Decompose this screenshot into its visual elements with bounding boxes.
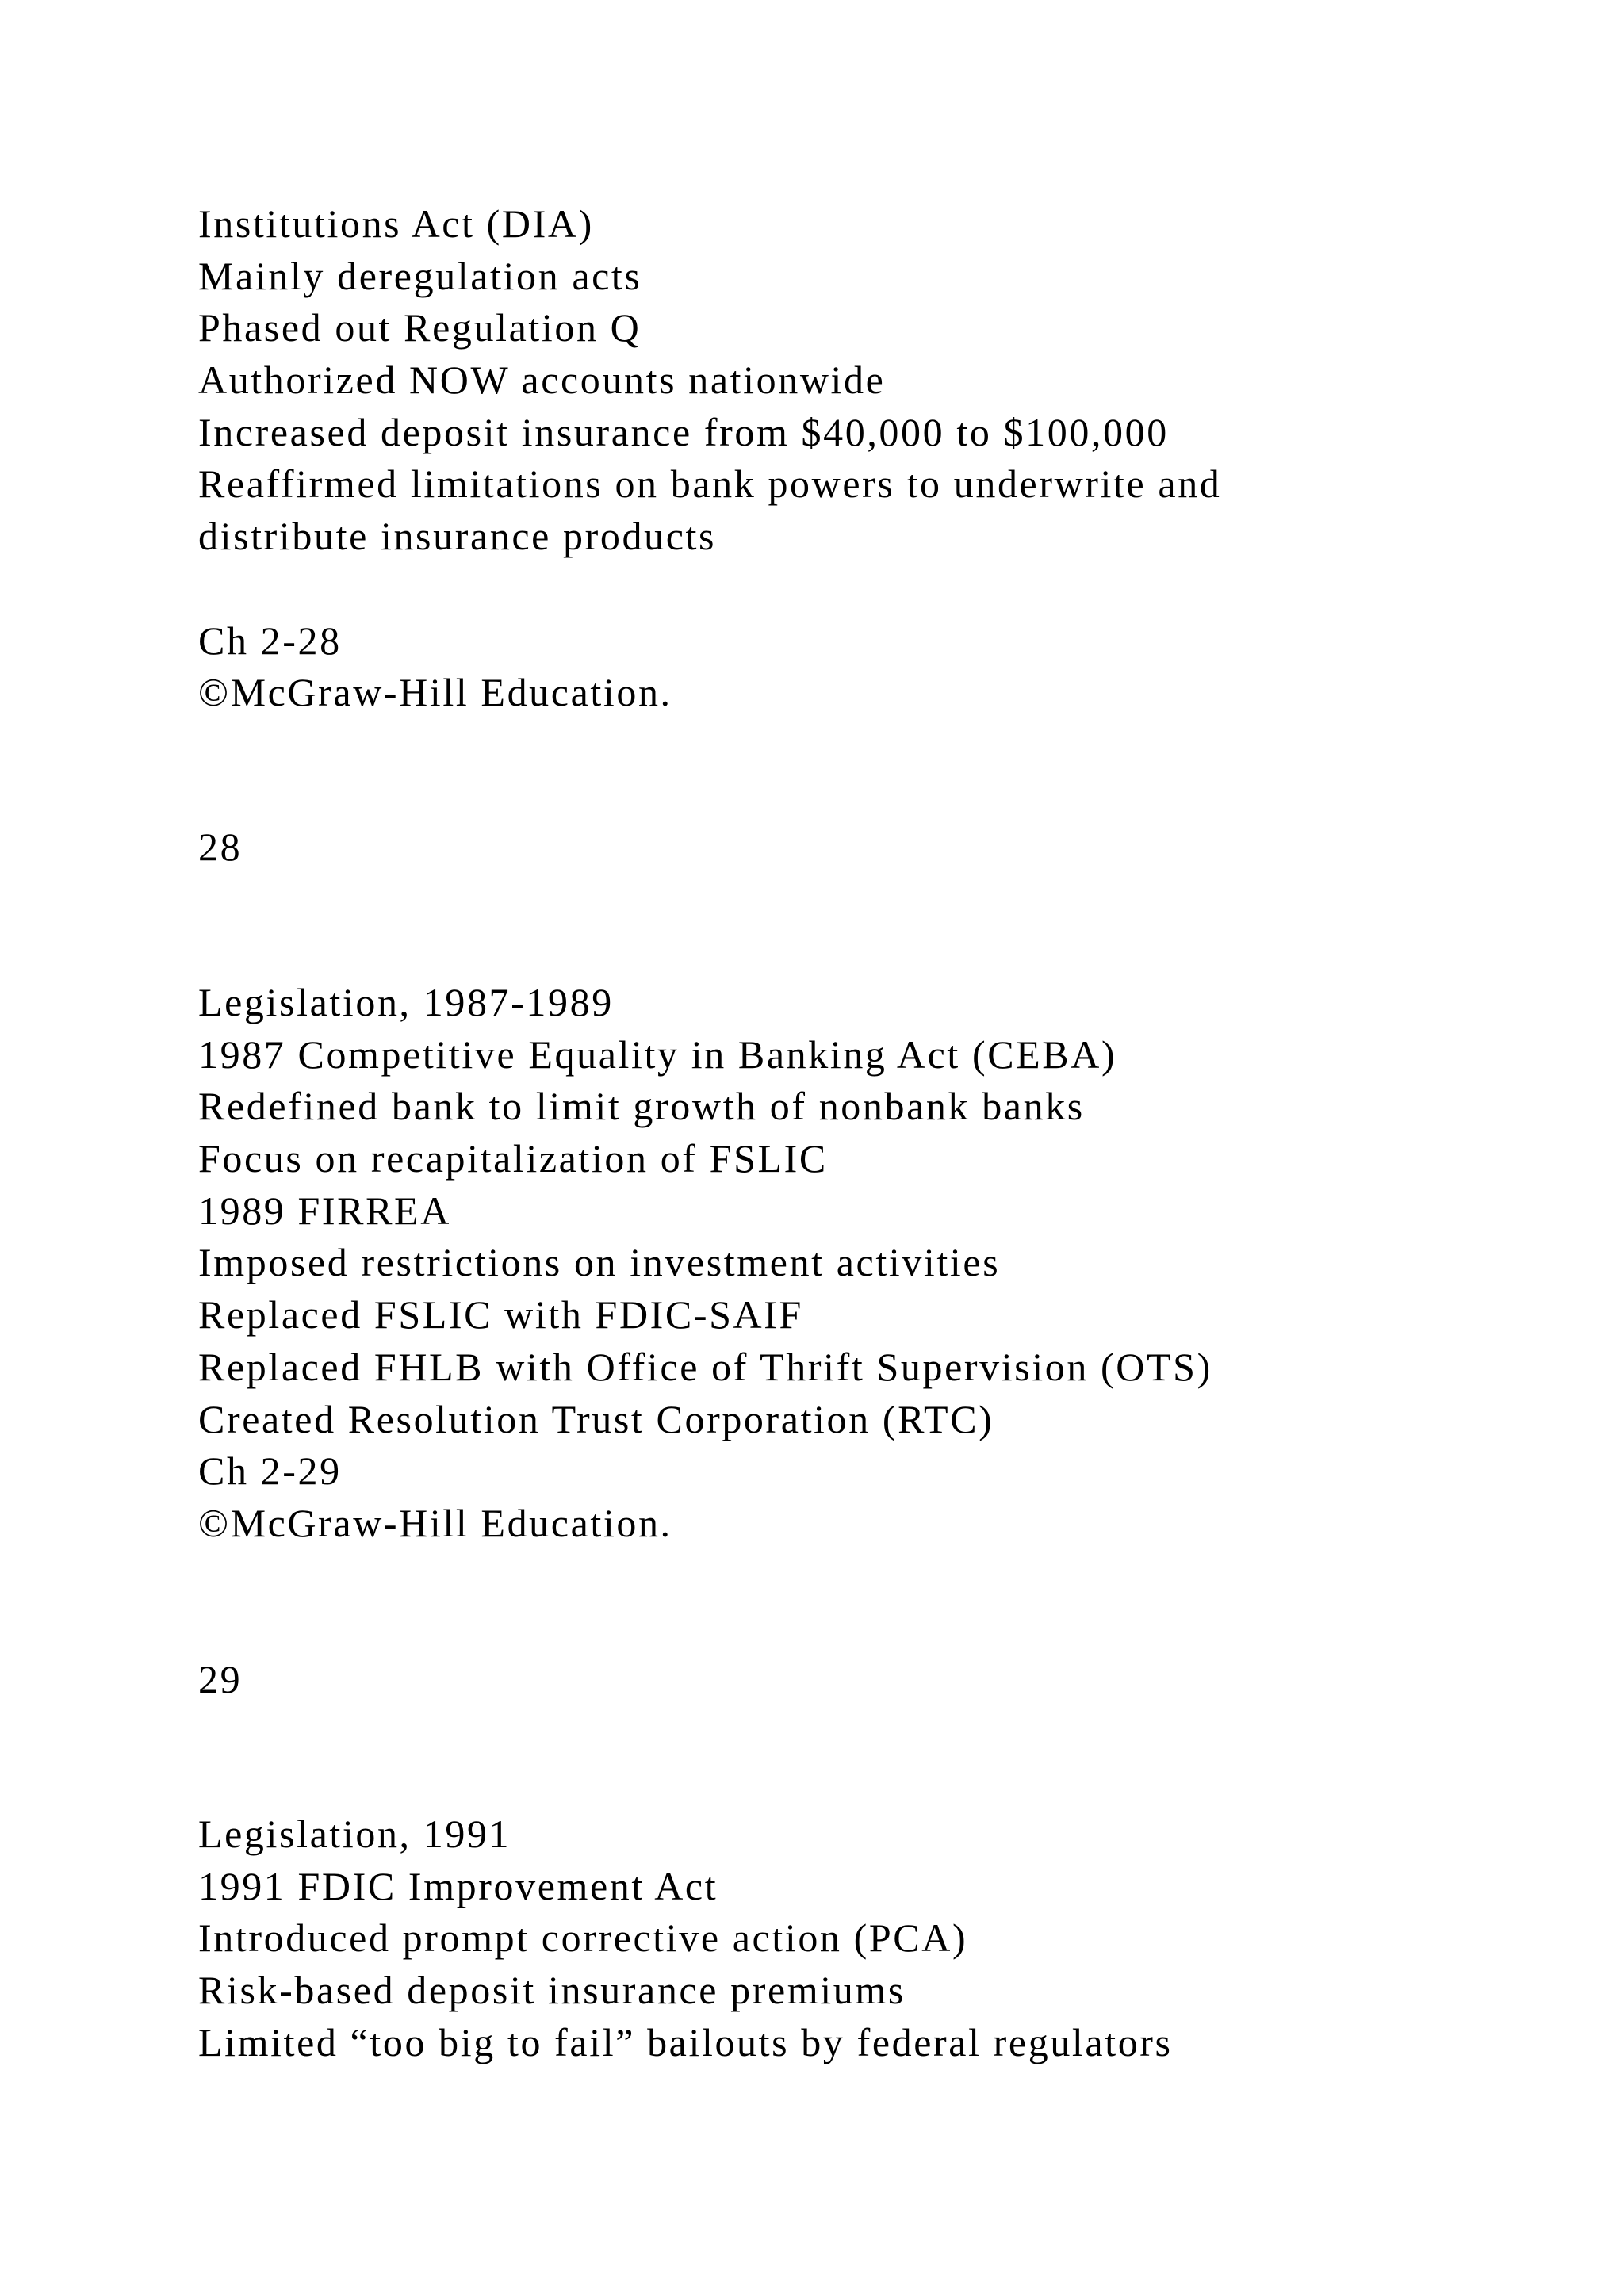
page-number: 29 <box>198 1657 243 1701</box>
slide-label: Ch 2-28 <box>198 618 342 663</box>
text-line: Risk-based deposit insurance premiums <box>198 1968 906 2013</box>
copyright-notice: ©McGraw-Hill Education. <box>198 1500 672 1545</box>
text-line: Reaffirmed limitations on bank powers to underwrite and <box>198 461 1222 507</box>
text-line: 1987 Competitive Equality in Banking Act (CEBA) <box>198 1031 1117 1077</box>
text-line: Phased out Regulation Q <box>198 305 642 350</box>
text-line: Institutions Act (DIA) <box>198 201 594 246</box>
section-heading: Legislation, 1987-1989 <box>198 980 614 1024</box>
text-line: 1991 FDIC Improvement Act <box>198 1863 718 1908</box>
text-line: Replaced FHLB with Office of Thrift Supervision (OTS) <box>198 1344 1212 1389</box>
copyright-notice: ©McGraw-Hill Education. <box>198 670 672 715</box>
text-line: Mainly deregulation acts <box>198 253 642 298</box>
text-line: Increased deposit insurance from $40,000 to $100,000 <box>198 409 1169 454</box>
section-heading: Legislation, 1991 <box>198 1812 511 1856</box>
text-line: Limited “too big to fail” bailouts by federal regulators <box>198 2019 1173 2064</box>
dia-act-section <box>198 198 1546 719</box>
blank-line <box>198 563 1546 615</box>
text-line: Replaced FSLIC with FDIC-SAIF <box>198 1292 803 1337</box>
text-line: Redefined bank to limit growth of nonbank banks <box>198 1084 1085 1129</box>
page-number-block <box>198 821 1546 874</box>
page-number-block <box>198 1654 1546 1706</box>
legislation-1991-section <box>198 1808 1546 2068</box>
legislation-1987-1989-section <box>198 977 1546 1550</box>
slide-label: Ch 2-29 <box>198 1448 342 1494</box>
text-line: Introduced prompt corrective action (PCA) <box>198 1915 968 1961</box>
text-line: distribute insurance products <box>198 514 717 559</box>
text-line: Created Resolution Trust Corporation (RTC) <box>198 1396 994 1441</box>
text-line: Focus on recapitalization of FSLIC <box>198 1136 828 1181</box>
page-number: 28 <box>198 825 243 869</box>
text-line: 1989 FIRREA <box>198 1188 451 1233</box>
text-line: Authorized NOW accounts nationwide <box>198 358 886 403</box>
text-line: Imposed restrictions on investment activities <box>198 1240 1001 1285</box>
